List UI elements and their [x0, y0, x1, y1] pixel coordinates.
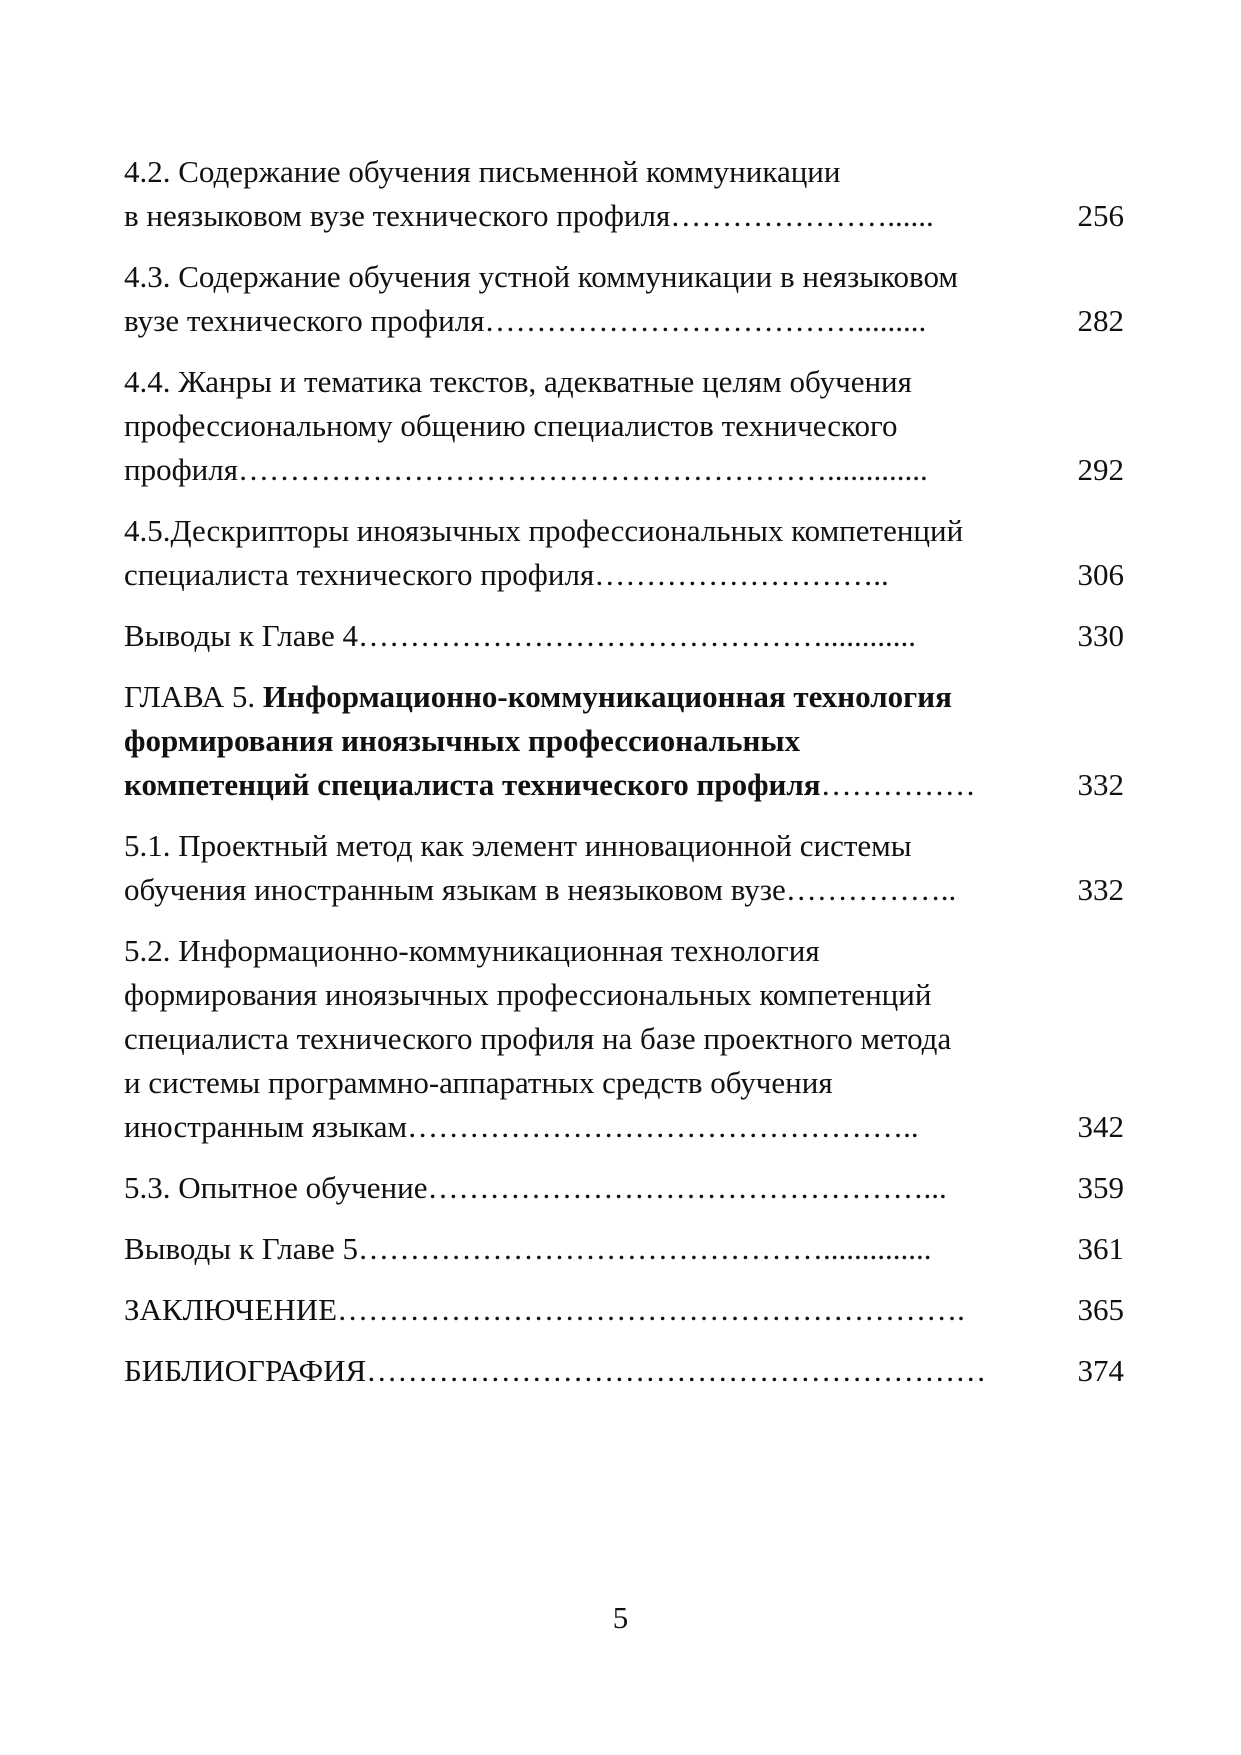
toc-entry-title	[124, 1227, 1040, 1271]
toc-entry-title	[124, 675, 1040, 807]
toc-entry-line	[124, 763, 1040, 807]
toc-page-number: 365	[1077, 1292, 1124, 1327]
toc-entry-line: 5.1. Проектный метод как элемент инновационной системы	[124, 828, 912, 863]
toc-entry-line: 5.2. Информационно-коммуникационная технология	[124, 933, 820, 968]
toc-entry-title	[124, 1349, 1040, 1393]
toc-entry-title	[124, 614, 1040, 658]
toc-entry-line: и системы программно-аппаратных средств обучения	[124, 1065, 833, 1100]
toc-entry-line: иностранным языкам…………………………………………..	[124, 1109, 919, 1144]
chapter-title-bold: компетенций специалиста технического профиля	[124, 767, 821, 802]
toc-entry-conclusions-chapter-5[interactable]	[124, 1227, 1124, 1271]
toc-entry-title	[124, 1288, 1040, 1332]
toc-page-number: 332	[1077, 767, 1124, 802]
toc-entry-4-4[interactable]	[124, 360, 1124, 492]
toc-entry-line: 5.3. Опытное обучение…………………………………………...	[124, 1170, 947, 1205]
toc-page-number: 342	[1077, 1109, 1124, 1144]
chapter-title-bold: формирования иноязычных профессиональных	[124, 723, 801, 758]
toc-entry-title	[124, 360, 1040, 492]
toc-entry-4-2[interactable]	[124, 150, 1124, 238]
toc-entry-bibliography[interactable]	[124, 1349, 1124, 1393]
toc-page-number: 332	[1077, 872, 1124, 907]
toc-entry-chapter-5[interactable]	[124, 675, 1124, 807]
toc-entry-line: БИБЛИОГРАФИЯ……………………………………………………	[124, 1353, 987, 1388]
dot-leader: ……………	[820, 767, 976, 802]
toc-entry-title	[124, 929, 1040, 1149]
toc-entry-line: вузе технического профиля……………………………….........	[124, 303, 927, 338]
toc-entry-title	[124, 824, 1040, 912]
toc-entry-line: специалиста технического профиля………………………..	[124, 557, 889, 592]
toc-entry-conclusion[interactable]	[124, 1288, 1124, 1332]
toc-entry-line: 4.2. Содержание обучения письменной коммуникации	[124, 154, 841, 189]
toc-entry-line: 4.4. Жанры и тематика текстов, адекватные целям обучения	[124, 364, 912, 399]
table-of-contents	[124, 150, 1124, 1410]
toc-page-number: 292	[1077, 452, 1124, 487]
toc-page-number: 330	[1077, 618, 1124, 653]
toc-entry-line: обучения иностранным языкам в неязыковом вузе……………..	[124, 872, 957, 907]
toc-entry-5-1[interactable]	[124, 824, 1124, 912]
toc-page-number: 282	[1077, 303, 1124, 338]
toc-page-number: 256	[1077, 198, 1124, 233]
toc-entry-4-5[interactable]	[124, 509, 1124, 597]
toc-page-number: 359	[1077, 1170, 1124, 1205]
toc-entry-line: 4.5.Дескрипторы иноязычных профессиональных компетенций	[124, 513, 964, 548]
toc-page-number: 306	[1077, 557, 1124, 592]
toc-entry-line: формирования иноязычных профессиональных компетенций	[124, 977, 932, 1012]
page-number: 5	[612, 1600, 629, 1635]
toc-entry-conclusions-chapter-4[interactable]	[124, 614, 1124, 658]
toc-entry-line: в неязыковом вузе технического профиля…………………......	[124, 198, 934, 233]
toc-entry-line: специалиста технического профиля на базе проектного метода	[124, 1021, 952, 1056]
toc-entry-line: Выводы к Главе 5………………………………………..............	[124, 1231, 932, 1266]
toc-entry-line: профиля………………………………………………….............	[124, 452, 928, 487]
toc-entry-line	[124, 675, 1040, 719]
toc-entry-4-3[interactable]	[124, 255, 1124, 343]
toc-page-number: 361	[1077, 1231, 1124, 1266]
toc-entry-line: профессиональному общению специалистов технического	[124, 408, 898, 443]
chapter-prefix: ГЛАВА 5.	[124, 679, 263, 714]
toc-entry-5-2[interactable]	[124, 929, 1124, 1149]
chapter-title-bold: Информационно-коммуникационная технология	[262, 679, 952, 714]
toc-entry-title	[124, 150, 1040, 238]
toc-page-number: 374	[1077, 1353, 1124, 1388]
toc-entry-line: ЗАКЛЮЧЕНИЕ…………………………………………………….	[124, 1292, 965, 1327]
toc-entry-line: 4.3. Содержание обучения устной коммуникации в неязыковом	[124, 259, 958, 294]
toc-entry-title	[124, 255, 1040, 343]
toc-entry-5-3[interactable]	[124, 1166, 1124, 1210]
toc-entry-title	[124, 509, 1040, 597]
toc-entry-line: Выводы к Главе 4………………………………………............	[124, 618, 916, 653]
toc-entry-title	[124, 1166, 1040, 1210]
